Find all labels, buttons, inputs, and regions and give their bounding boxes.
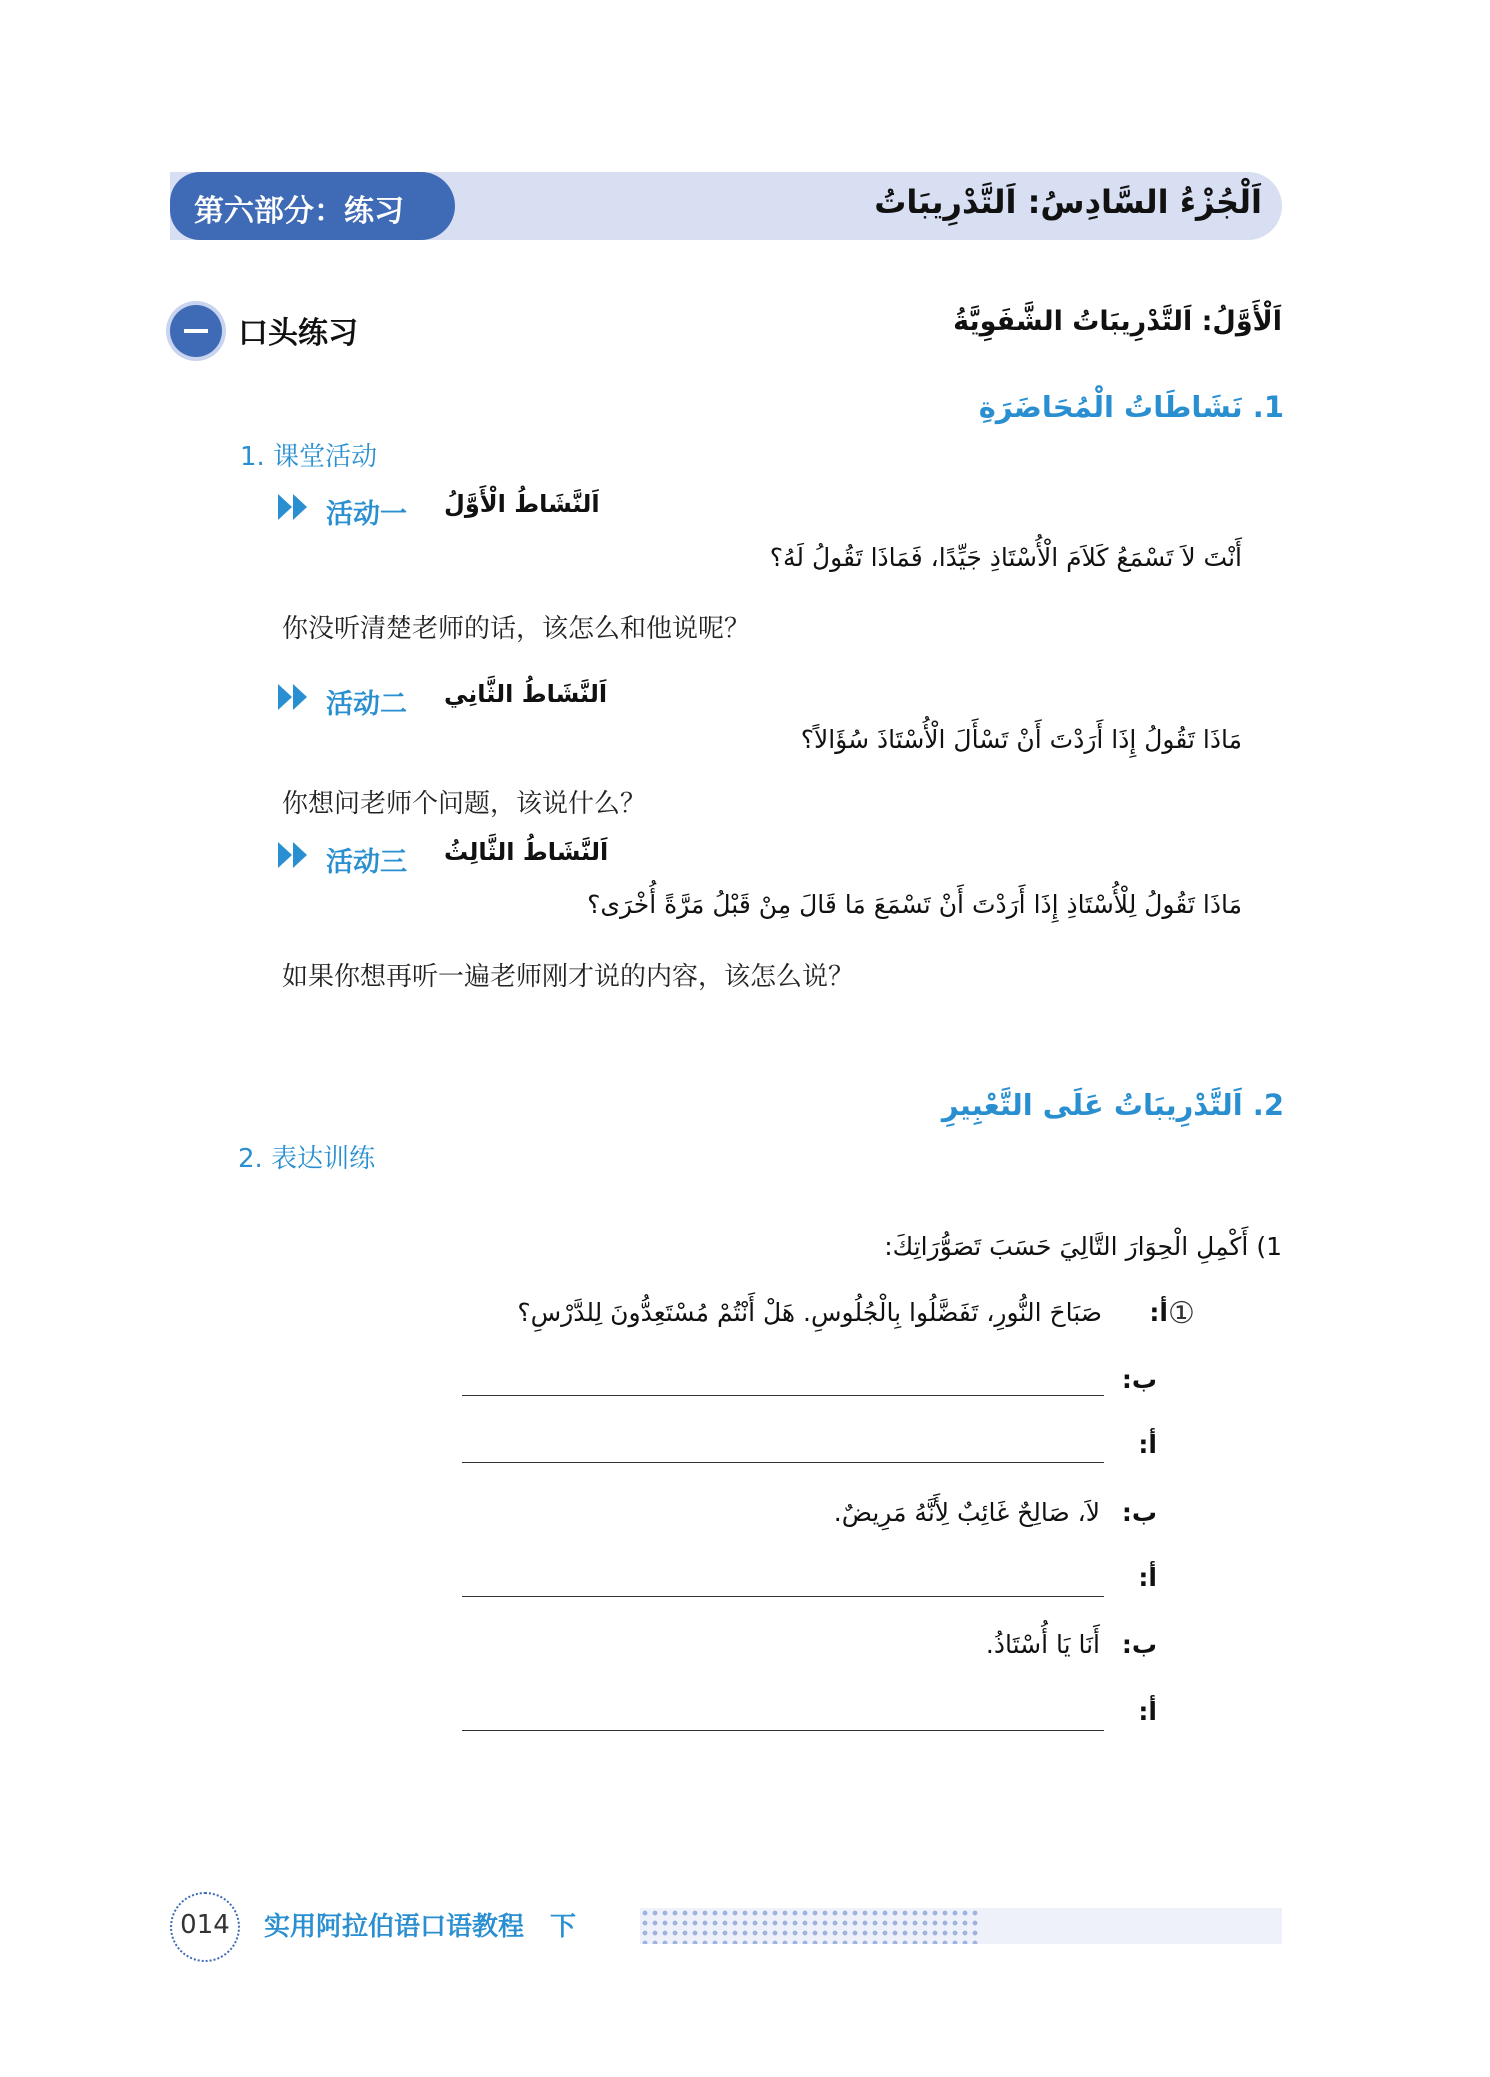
activity-label-ar: اَلنَّشَاطُ الثَّالِثُ (444, 838, 609, 866)
answer-blank-line[interactable] (462, 1596, 1104, 1597)
answer-blank-line[interactable] (462, 1462, 1104, 1463)
activity-label-zh: 活动二 (326, 689, 407, 720)
part1-title-zh: 1. 课堂活动 (240, 442, 378, 472)
dialogue-speaker: أ: (1138, 1430, 1157, 1459)
dialogue-speaker: أ: (1138, 1563, 1157, 1592)
section-title-zh: 口头练习 (238, 316, 358, 351)
part2-title-zh: 2. 表达训练 (238, 1144, 376, 1174)
activity-question-ar: مَاذَا تَقُولُ إِذَا أَرَدْتَ أَنْ تَسْأَلَ الْأُسْتَاذَ سُؤَالاً؟ (800, 725, 1242, 754)
dialogue-line: صَبَاحَ النُّورِ، تَفَضَّلُوا بِالْجُلُوسِ. هَلْ أَنْتُمْ مُسْتَعِدُّونَ لِلدَّرْسِ؟ (517, 1298, 1102, 1327)
part1-title-ar: 1. نَشَاطَاتُ الْمُحَاضَرَةِ (978, 390, 1284, 424)
section-number-icon (170, 305, 222, 357)
footer-dot-pattern (640, 1908, 980, 1944)
footer-book-title: 实用阿拉伯语口语教程 下 (264, 1912, 577, 1942)
dialogue-speaker: أ: (1149, 1298, 1168, 1327)
header-label-ar: اَلْجُزْءُ السَّادِسُ: اَلتَّدْرِيبَاتُ (874, 183, 1262, 221)
section-title-ar: اَلْأَوَّلُ: اَلتَّدْرِيبَاتُ الشَّفَوِيَّةُ (953, 306, 1282, 337)
activity-label-zh: 活动一 (326, 499, 407, 530)
dialogue-speaker: ب: (1121, 1630, 1157, 1659)
dialogue-line: أَنَا يَا أُسْتَاذُ. (985, 1630, 1100, 1659)
activity-question-zh: 如果你想再听一遍老师刚才说的内容，该怎么说？ (282, 962, 855, 992)
dialogue-speaker: ب: (1121, 1498, 1157, 1527)
activity-label-zh: 活动三 (326, 847, 407, 878)
dialogue-line: لاَ، صَالِحٌ غَائِبٌ لِأَنَّهُ مَرِيضٌ. (833, 1498, 1100, 1527)
part2-title-ar: 2. اَلتَّدْرِيبَاتُ عَلَى التَّعْبِيرِ (941, 1088, 1284, 1122)
activity-label-ar: اَلنَّشَاطُ الْأَوَّلُ (444, 490, 600, 518)
dialogue-speaker: أ: (1138, 1697, 1157, 1726)
activity-question-ar: أَنْتَ لاَ تَسْمَعُ كَلاَمَ الْأُسْتَاذِ جَيِّدًا، فَمَاذَا تَقُولُ لَهُ؟ (769, 543, 1242, 572)
answer-blank-line[interactable] (462, 1730, 1104, 1731)
header-label-zh: 第六部分：练习 (194, 194, 404, 229)
double-arrow-icon (278, 840, 310, 870)
activity-label-ar: اَلنَّشَاطُ الثَّانِي (444, 680, 608, 708)
answer-blank-line[interactable] (462, 1395, 1104, 1396)
exercise-instruction-ar: 1) أَكْمِلِ الْحِوَارَ التَّالِيَ حَسَبَ تَصَوُّرَاتِكَ: (884, 1232, 1282, 1261)
double-arrow-icon (278, 682, 310, 712)
activity-question-ar: مَاذَا تَقُولُ لِلْأُسْتَاذِ إِذَا أَرَدْتَ أَنْ تَسْمَعَ مَا قَالَ مِنْ قَبْلُ مَرَّةً أُخْرَى؟ (587, 890, 1242, 919)
page-number: 014 (180, 1910, 230, 1940)
dialogue-number: ① (1168, 1296, 1195, 1331)
double-arrow-icon (278, 492, 310, 522)
activity-question-zh: 你没听清楚老师的话，该怎么和他说呢？ (282, 614, 751, 644)
dialogue-speaker: ب: (1121, 1365, 1157, 1394)
activity-question-zh: 你想问老师个问题，该说什么？ (282, 789, 647, 819)
